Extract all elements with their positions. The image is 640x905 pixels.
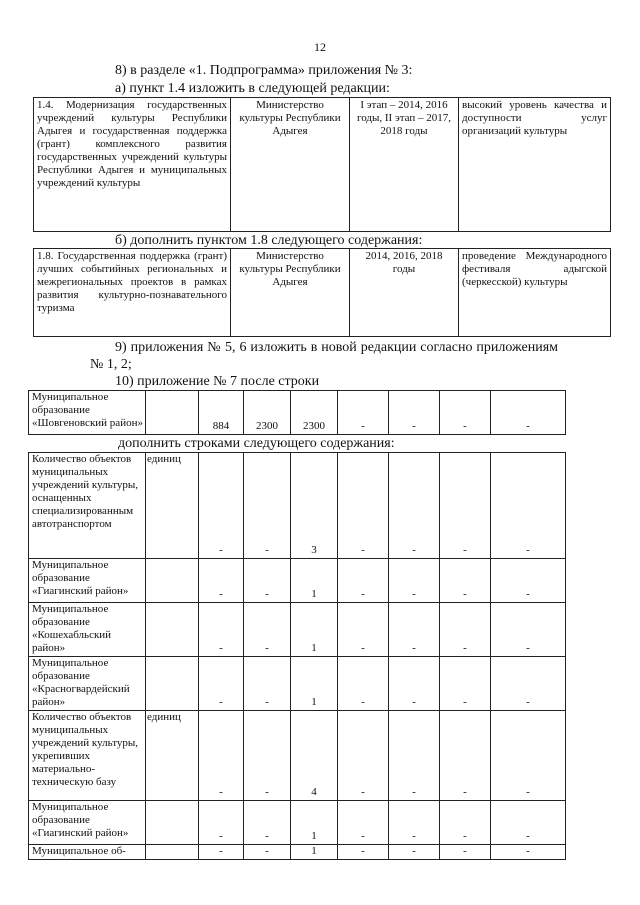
row-cell: - (389, 801, 440, 845)
row-cell: - (389, 711, 440, 801)
row-cell: - (440, 845, 491, 860)
row-label: Муниципальное образование «Гиагинский район» (29, 559, 146, 603)
row-cell: - (440, 453, 491, 559)
row-cell: - (440, 603, 491, 657)
row-1-8-result: проведение Международного фестиваля адыгской (черкесской) культуры (459, 249, 611, 337)
row-cell: - (338, 453, 389, 559)
shovgen-cell: - (338, 391, 389, 435)
row-cell: 1 (291, 801, 338, 845)
row-cell: - (440, 711, 491, 801)
row-cell: - (389, 845, 440, 860)
row-cell: - (389, 657, 440, 711)
shovgen-cell (146, 391, 199, 435)
row-unit (146, 801, 199, 845)
row-cell: 1 (291, 559, 338, 603)
row-cell: - (199, 603, 244, 657)
table-row (29, 657, 566, 711)
row-1-4-desc: 1.4. Модернизация государственных учреждений культуры Республики Адыгея и государственная поддержка (грант) комплексного развития государственных учреждений культуры Республики Адыгея и муниципальных учреждений культуры (34, 98, 231, 232)
row-1-4-period: I этап – 2014, 2016 годы, II этап – 2017, 2018 годы (350, 98, 459, 232)
row-label: Муниципальное об- (29, 845, 146, 860)
row-1-8-period: 2014, 2016, 2018 годы (350, 249, 459, 337)
row-label: Муниципальное образование «Гиагинский район» (29, 801, 146, 845)
row-cell: 3 (291, 453, 338, 559)
row-cell: - (199, 845, 244, 860)
row-cell: - (491, 711, 566, 801)
row-cell: - (338, 559, 389, 603)
row-1-8-desc: 1.8. Государственная поддержка (грант) лучших событийных региональных и межрегиональных проектов в рамках развития культурно-познавательного туризма (34, 249, 231, 337)
row-cell: - (244, 801, 291, 845)
table-row (29, 603, 566, 657)
row-unit: единиц (146, 711, 199, 801)
row-cell: 1 (291, 657, 338, 711)
shovgen-cell: 2300 (244, 391, 291, 435)
page-number: 12 (314, 40, 326, 54)
table-row (29, 845, 566, 860)
row-cell: 4 (291, 711, 338, 801)
row-unit (146, 657, 199, 711)
row-cell: - (440, 657, 491, 711)
row-cell: - (199, 801, 244, 845)
item8-heading: 8) в разделе «1. Подпрограмма» приложения № 3: (115, 63, 413, 78)
item9-text: 9) приложения № 5, 6 изложить в новой редакции согласно приложениям № 1, 2; (90, 340, 558, 372)
shovgen-label: Муниципальное образование «Шовгеновский район» (29, 391, 146, 435)
row-cell: - (199, 711, 244, 801)
row-unit: единиц (146, 453, 199, 559)
row-cell: - (491, 603, 566, 657)
table-row (29, 711, 566, 801)
row-cell: - (244, 657, 291, 711)
row-cell: - (338, 711, 389, 801)
row-cell: - (244, 845, 291, 860)
row-1-4-ministry: Министерство культуры Республики Адыгея (231, 98, 350, 232)
row-cell: - (244, 603, 291, 657)
table-shovgen (28, 390, 566, 435)
row-cell: - (389, 453, 440, 559)
table-row (29, 453, 566, 559)
row-cell: 1 (291, 603, 338, 657)
shovgen-cell: 2300 (291, 391, 338, 435)
table-new-rows (28, 452, 566, 860)
row-unit (146, 603, 199, 657)
item8b-heading: б) дополнить пунктом 1.8 следующего содержания: (115, 233, 423, 248)
row-cell: - (338, 657, 389, 711)
row-label: Муниципальное образование «Красногвардейский район» (29, 657, 146, 711)
row-label: Количество объектов муниципальных учреждений культуры, оснащенных специализированным автотранспортом (29, 453, 146, 559)
row-cell: - (199, 559, 244, 603)
shovgen-cell: - (389, 391, 440, 435)
row-cell: - (244, 559, 291, 603)
item8a-heading: а) пункт 1.4 изложить в следующей редакции: (115, 81, 390, 96)
row-cell: - (491, 657, 566, 711)
shovgen-cell: 884 (199, 391, 244, 435)
row-cell: - (440, 559, 491, 603)
row-cell: - (491, 559, 566, 603)
row-cell: - (244, 711, 291, 801)
row-cell: - (338, 801, 389, 845)
row-cell: - (199, 657, 244, 711)
table-row (29, 559, 566, 603)
row-cell: - (389, 603, 440, 657)
row-cell: - (338, 603, 389, 657)
shovgen-cell: - (491, 391, 566, 435)
row-cell: 1 (291, 845, 338, 860)
row-label: Количество объектов муниципальных учреждений культуры, укрепивших материально-техническую базу (29, 711, 146, 801)
add-rows-heading: дополнить строками следующего содержания: (118, 436, 395, 451)
row-1-4-result: высокий уровень качества и доступности услуг организаций культуры (459, 98, 611, 232)
table-row (29, 801, 566, 845)
row-cell: - (389, 559, 440, 603)
row-cell: - (440, 801, 491, 845)
shovgen-cell: - (440, 391, 491, 435)
row-unit (146, 559, 199, 603)
row-cell: - (244, 453, 291, 559)
item10-text: 10) приложение № 7 после строки (115, 374, 320, 389)
row-unit (146, 845, 199, 860)
table-row-1-4 (33, 97, 611, 232)
row-cell: - (199, 453, 244, 559)
row-1-8-ministry: Министерство культуры Республики Адыгея (231, 249, 350, 337)
row-cell: - (491, 845, 566, 860)
table-row-1-8 (33, 248, 611, 337)
row-cell: - (491, 453, 566, 559)
row-label: Муниципальное образование «Кошехабльский район» (29, 603, 146, 657)
row-cell: - (491, 801, 566, 845)
row-cell: - (338, 845, 389, 860)
